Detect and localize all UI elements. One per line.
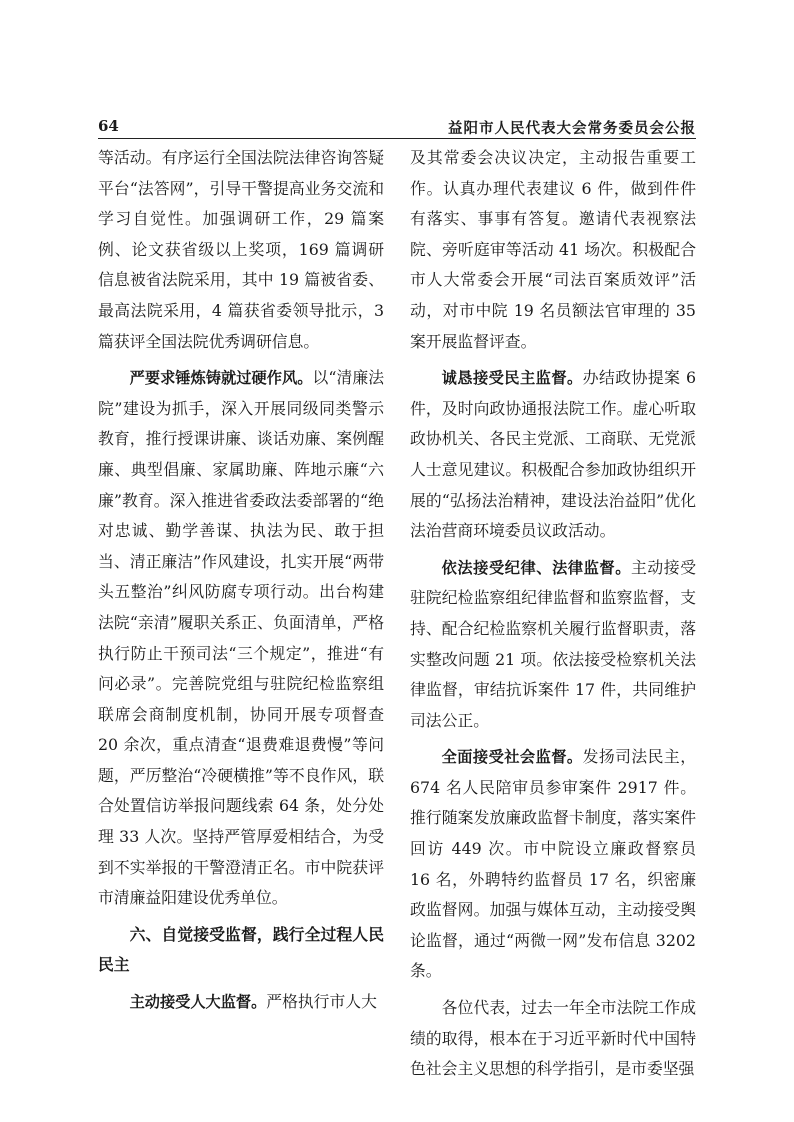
paragraph-continued: 等活动。有序运行全国法院法律咨询答疑平台“法答网”，引导干警提高业务交流和学习自觉性。加强调研工作，29 篇案例、论文获省级以上奖项，169 篇调研信息被省法院采用，其中 19 篇被省委、最高法院采用，4 篇获省委领导批示，3 篇获评全国法院优秀调研信息。 [98, 148, 384, 351]
paragraph-democratic-supervision [410, 363, 696, 547]
paragraph-style [98, 363, 384, 914]
paragraph-text: 以“清廉法院”建设为抓手，深入开展同级同类警示教育，推行授课讲廉、谈话劝廉、案例醒廉、典型倡廉、家属助廉、阵地示廉“六廉”教育。深入推进省委政法委部署的“绝对忠诚、勤学善谋、执法为民、敢于担当、清正廉洁”作风建设，扎实开展“两带头五整治”纠风防腐专项行动。出台构建法院“亲清”履职关系正、负面清单，严格执行防止干预司法“三个规定”，推进“有问必录”。完善院党组与驻院纪检监察组联席会商制度机制，协同开展专项督查 20 余次，重点清查“退费难退费慢”等问题，严厉整治“冷硬横推”等不良作风，联合处置信访举报问题线索 64 条，处分处理 33 人次。坚持严管厚爱相结合，为受到不实举报的干警澄清正名。市中院获评市清廉益阳建设优秀单位。 [98, 368, 385, 908]
section-heading: 六、自觉接受监督，践行全过程人民民主 [98, 924, 384, 975]
paragraph-lead: 全面接受社会监督。 [441, 748, 583, 767]
header-rule [98, 138, 696, 139]
paragraph-lead: 诚恳接受民主监督。 [441, 369, 583, 388]
paragraph-continued: 及其常委会决议决定，主动报告重要工作。认真办理代表建议 6 件，做到件件有落实、事事有答复。邀请代表视察法院、旁听庭审等活动 41 场次。积极配合市人大常委会开展“司法百案质效评”活动，对市中院 19 名员额法官审理的 35 案开展监督评查。 [410, 148, 696, 351]
paragraph-text: 办结政协提案 6 件，及时向政协通报法院工作。虚心听取政协机关、各民主党派、工商联、无党派人士意见建议。积极配合参加政协组织开展的“弘扬法治精神，建设法治益阳”优化法治营商环境委员议政活动。 [410, 368, 696, 541]
right-column [410, 143, 696, 1091]
paragraph-lead: 主动接受人大监督。 [129, 993, 267, 1012]
journal-title: 益阳市人民代表大会常务委员会公报 [448, 121, 696, 137]
paragraph-text: 发扬司法民主，674 名人民陪审员参审案件 2917 件。推行随案发放廉政监督卡制度，落实案件回访 449 次。市中院设立廉政督察员 16 名，外聘特约监督员 17 名，织密廉政监督网。加强与媒体互动，主动接受舆论监督，通过“两微一网”发布信息 3202 条。 [410, 747, 696, 981]
paragraph-text: 严格执行市人大 [266, 992, 377, 1012]
paragraph-lead: 依法接受纪律、法律监督。 [441, 558, 632, 577]
paragraph-text: 主动接受驻院纪检监察组纪律监督和监察监督，支持、配合纪检监察机关履行监督职责，落实整改问题 21 项。依法接受检察机关法律监督，审结抗诉案件 17 件，共同维护司法公正。 [410, 557, 696, 730]
paragraph-discipline-supervision [410, 553, 696, 737]
paragraph-conclusion: 各位代表，过去一年全市法院工作成绩的取得，根本在于习近平新时代中国特色社会主义思想的科学指引，是市委坚强 [410, 998, 696, 1079]
left-column [98, 143, 384, 1024]
paragraph-lead: 严要求锤炼铸就过硬作风。 [129, 369, 313, 388]
paragraph-social-supervision [410, 742, 696, 987]
page-number: 64 [98, 117, 119, 135]
page-header [98, 117, 696, 139]
paragraph-npc-supervision [98, 987, 384, 1018]
